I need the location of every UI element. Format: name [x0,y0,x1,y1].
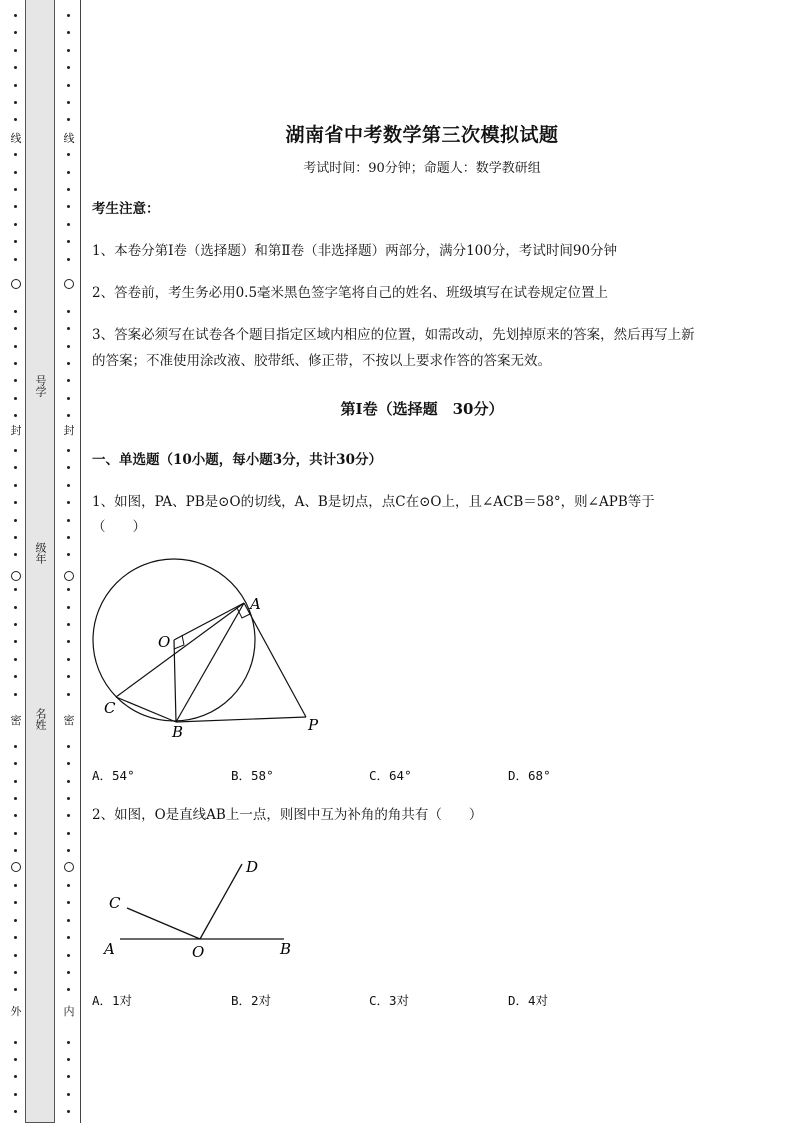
binding-dot [14,118,17,121]
binding-dot [67,258,70,261]
binding-dot [14,745,17,748]
q2-text: 2、如图，O是直线AB上一点，则图中互为补角的角共有（ ） [92,807,483,823]
binding-dot [14,954,17,957]
binding-dot [67,675,70,678]
binding-dot [67,901,70,904]
q1-option-b[interactable]: B．58° [231,768,274,783]
q1-line-ap [244,603,306,717]
field-xuehao [26,375,54,404]
binding-dot [14,101,17,104]
binding-dot [67,310,70,313]
binding-dot [67,849,70,852]
binding-dot [14,1110,17,1113]
binding-dot [14,362,17,365]
binding-dot [14,1058,17,1061]
inner-dotted-line [63,0,75,1123]
binding-dot [14,49,17,52]
binding-dot [67,118,70,121]
binding-dot [14,310,17,313]
binding-ring [64,862,74,872]
binding-dot [14,519,17,522]
section-title: 第Ⅰ卷（选择题 30分） [340,400,504,418]
binding-dot [67,640,70,643]
q2-label-a: A [104,940,115,958]
binding-dot [14,884,17,887]
binding-dot [14,1093,17,1096]
q2-figure [92,850,312,970]
q1-label-p: P [308,716,319,734]
binding-dot [67,31,70,34]
binding-dot [14,832,17,835]
binding-dot [67,379,70,382]
binding-dot [14,466,17,469]
binding-dot [67,362,70,365]
binding-ring [11,862,21,872]
q2-label-o: O [192,943,205,961]
binding-dot [14,762,17,765]
q1-label-o: O [158,633,171,651]
inner-char-feng: 封 [63,424,75,437]
binding-dot [67,1041,70,1044]
field-xingming [26,708,54,737]
binding-dot [67,1058,70,1061]
binding-dot [67,223,70,226]
outer-char-wai: 外 [10,1005,22,1018]
binding-margin [0,0,82,1123]
q2-option-b[interactable]: B．2对 [231,993,272,1008]
binding-dot [14,988,17,991]
binding-dot [14,675,17,678]
binding-dot [67,884,70,887]
exam-title: 湖南省中考数学第三次模拟试题 [285,124,559,146]
binding-dot [67,971,70,974]
field-nianji-text: 级年 [34,542,47,564]
binding-dot [67,188,70,191]
binding-dot [14,658,17,661]
q1-line-ca [116,603,244,697]
binding-dot [14,345,17,348]
outer-char-mi: 密 [10,714,22,727]
binding-dot [67,936,70,939]
binding-dot [14,188,17,191]
binding-dot [14,66,17,69]
q2-label-b: B [280,940,292,958]
binding-dot [14,84,17,87]
binding-dot [14,327,17,330]
binding-dot [14,31,17,34]
outer-char-xian: 线 [10,132,22,145]
binding-dot [14,1041,17,1044]
binding-dot [14,936,17,939]
binding-dot [14,553,17,556]
binding-dot [67,501,70,504]
field-xuehao-text: 号学 [34,375,47,397]
binding-dot [14,14,17,17]
binding-dot [67,327,70,330]
binding-dot [14,397,17,400]
binding-dot [67,484,70,487]
binding-dot [67,66,70,69]
part-heading: 一、单选题（10小题，每小题3分，共计30分） [92,452,382,468]
binding-dot [67,814,70,817]
binding-dot [14,240,17,243]
binding-dot [14,780,17,783]
binding-dot [14,501,17,504]
notice-item-3-cont: 的答案；不准使用涂改液、胶带纸、修正带，不按以上要求作答的答案无效。 [92,353,551,369]
binding-dot [67,49,70,52]
binding-dot [67,780,70,783]
q1-text: 1、如图，PA、PB是⊙O的切线，A、B是切点，点C在⊙O上，且∠ACB＝58°，则∠APB等于 [92,494,655,510]
exam-subtitle: 考试时间：90分钟；命题人：数学教研组 [303,161,541,176]
binding-dot [67,84,70,87]
binding-dot [67,536,70,539]
binding-dot [67,14,70,17]
binding-dot [67,345,70,348]
binding-ring [64,571,74,581]
binding-dot [14,171,17,174]
q2-ray-oc [127,908,200,939]
q2-option-a[interactable]: A．1对 [92,993,133,1008]
binding-dot [67,919,70,922]
binding-dot [14,1075,17,1078]
binding-dot [14,797,17,800]
binding-dot [67,519,70,522]
binding-dot [67,762,70,765]
binding-dot [14,449,17,452]
binding-dot [14,849,17,852]
binding-dot [14,971,17,974]
student-info-band [25,0,55,1123]
binding-dot [14,640,17,643]
outer-char-feng: 封 [10,424,22,437]
binding-dot [67,797,70,800]
inner-char-xian: 线 [63,132,75,145]
binding-dot [67,623,70,626]
binding-dot [67,606,70,609]
binding-dot [67,553,70,556]
binding-ring [11,279,21,289]
notice-item-2: 2、答卷前，考生务必用0.5毫米黑色签字笔将自己的姓名、班级填写在试卷规定位置上 [92,285,609,301]
binding-dot [14,379,17,382]
binding-dot [14,588,17,591]
binding-dot [14,814,17,817]
binding-dot [67,988,70,991]
q1-option-a[interactable]: A．54° [92,768,135,783]
q2-label-d: D [246,858,259,876]
inner-char-mi: 密 [63,714,75,727]
binding-dot [67,588,70,591]
q2-label-c: C [109,894,121,912]
binding-dot [67,745,70,748]
binding-dot [14,484,17,487]
binding-dot [67,414,70,417]
q1-blank: （ ） [92,519,146,535]
q1-option-d[interactable]: D．68° [508,768,551,783]
binding-dot [14,258,17,261]
binding-dot [14,536,17,539]
q2-ray-od [200,864,242,939]
q1-figure [92,555,332,740]
binding-dot [67,1093,70,1096]
binding-ring [11,571,21,581]
binding-dot [67,205,70,208]
binding-border-line [80,0,81,1123]
field-nianji [26,542,54,571]
binding-dot [14,205,17,208]
binding-dot [14,153,17,156]
binding-dot [67,466,70,469]
inner-char-nei: 内 [63,1005,75,1018]
binding-ring [64,279,74,289]
notice-item-3: 3、答案必须写在试卷各个题目指定区域内相应的位置，如需改动，先划掉原来的答案，然后再写上新 [92,327,695,343]
q1-label-c: C [104,699,116,717]
binding-dot [67,240,70,243]
binding-dot [67,832,70,835]
binding-dot [14,693,17,696]
binding-dot [67,1075,70,1078]
binding-dot [14,901,17,904]
binding-dot [14,223,17,226]
binding-dot [14,414,17,417]
binding-dot [67,101,70,104]
q1-line-ob [174,640,176,722]
q2-option-d[interactable]: D．4对 [508,993,549,1008]
field-xingming-text: 名姓 [34,708,47,730]
binding-dot [67,153,70,156]
notice-heading: 考生注意： [92,201,160,217]
binding-dot [67,658,70,661]
binding-dot [67,954,70,957]
q1-option-c[interactable]: C．64° [369,768,412,783]
q1-label-a: A [250,595,261,613]
q1-label-b: B [172,723,184,740]
binding-dot [14,623,17,626]
notice-item-1: 1、本卷分第Ⅰ卷（选择题）和第Ⅱ卷（非选择题）两部分，满分100分，考试时间90分钟 [92,243,618,259]
binding-dot [67,1110,70,1113]
binding-dot [14,606,17,609]
binding-dot [14,919,17,922]
q2-option-c[interactable]: C．3对 [369,993,410,1008]
binding-dot [67,171,70,174]
outer-dotted-line [10,0,22,1123]
binding-dot [67,449,70,452]
q1-line-cb [116,697,176,722]
binding-dot [67,693,70,696]
binding-dot [67,397,70,400]
